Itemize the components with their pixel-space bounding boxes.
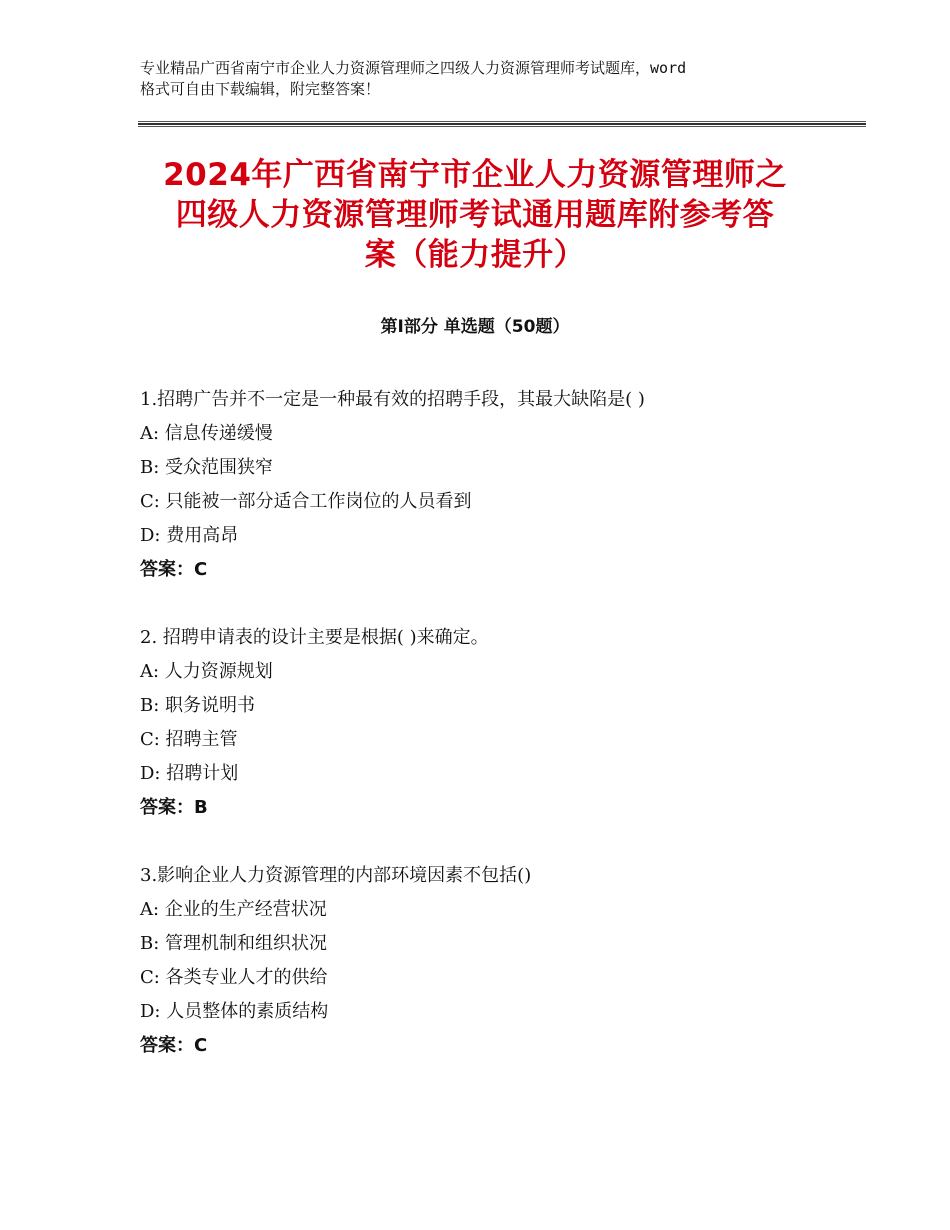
option-a: A: 人力资源规划 xyxy=(140,661,273,682)
header-note xyxy=(140,58,830,100)
option-d: D: 人员整体的素质结构 xyxy=(140,1001,329,1022)
option-d: D: 招聘计划 xyxy=(140,763,239,784)
header-divider-middle xyxy=(138,123,866,125)
header-note-line-2: 格式可自由下载编辑，附完整答案！ xyxy=(140,80,381,98)
header-note-line-1: 专业精品广西省南宁市企业人力资源管理师之四级人力资源管理师考试题库，word xyxy=(140,59,687,77)
option-d: D: 费用高昂 xyxy=(140,525,239,546)
question-stem: 1.招聘广告并不一定是一种最有效的招聘手段，其最大缺陷是( ) xyxy=(140,389,645,410)
question-3 xyxy=(140,859,840,1063)
option-b: B: 管理机制和组织状况 xyxy=(140,933,328,954)
answer-label: 答案：C xyxy=(140,1035,208,1056)
section-title: 第Ⅰ部分 单选题（50题） xyxy=(380,317,570,337)
question-stem: 2. 招聘申请表的设计主要是根据( )来确定。 xyxy=(140,627,489,648)
document-title-line-1: 2024年广西省南宁市企业人力资源管理师之 xyxy=(163,157,787,193)
option-c: C: 招聘主管 xyxy=(140,729,238,750)
document-title xyxy=(120,155,830,275)
option-c: C: 各类专业人才的供给 xyxy=(140,967,328,988)
question-1 xyxy=(140,383,840,587)
answer-label: 答案：B xyxy=(140,797,208,818)
document-title-line-2: 四级人力资源管理师考试通用题库附参考答 xyxy=(175,197,775,233)
option-a: A: 企业的生产经营状况 xyxy=(140,899,327,920)
option-c: C: 只能被一部分适合工作岗位的人员看到 xyxy=(140,491,472,512)
header-divider-top xyxy=(138,121,866,122)
option-a: A: 信息传递缓慢 xyxy=(140,423,273,444)
question-2 xyxy=(140,621,840,825)
answer-label: 答案：C xyxy=(140,559,208,580)
question-list xyxy=(140,383,840,1097)
option-b: B: 受众范围狭窄 xyxy=(140,457,274,478)
header-divider-bottom xyxy=(138,126,866,127)
option-b: B: 职务说明书 xyxy=(140,695,256,716)
document-title-line-3: 案（能力提升） xyxy=(364,237,586,273)
question-stem: 3.影响企业人力资源管理的内部环境因素不包括() xyxy=(140,865,532,886)
